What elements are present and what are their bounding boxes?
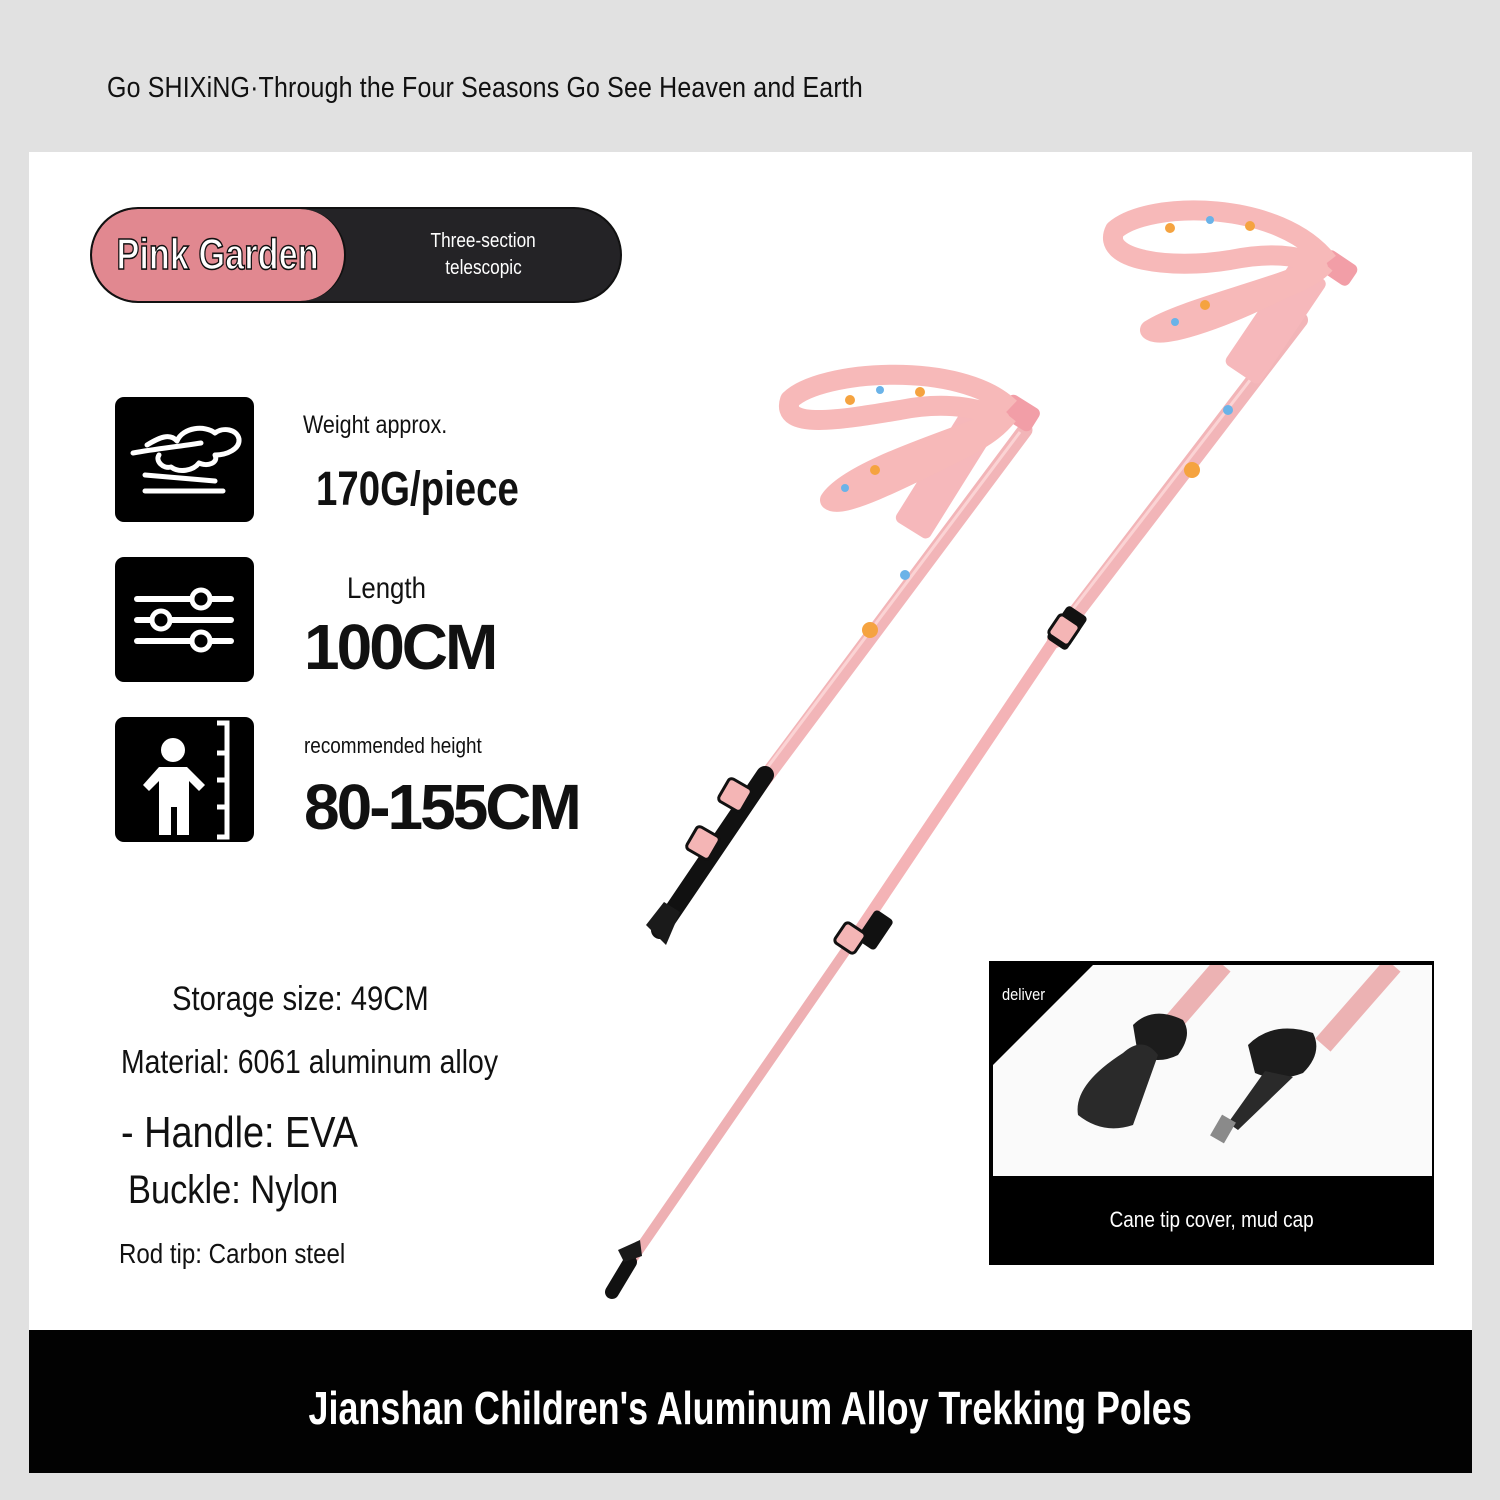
feature-badge <box>346 209 620 301</box>
tagline: Go SHIXiNG·Through the Four Seasons Go See Heaven and Earth <box>107 72 863 104</box>
variant-pill <box>90 207 622 303</box>
feature-line-1: Three-section <box>430 230 536 252</box>
buckle-spec: Buckle: Nylon <box>128 1168 339 1212</box>
height-label: recommended height <box>304 733 482 758</box>
storage-size: Storage size: 49CM <box>172 980 429 1018</box>
color-name: Pink Garden <box>116 230 320 279</box>
weight-value: 170G/piece <box>316 463 519 516</box>
corner-tag <box>993 965 1093 1065</box>
material-spec: Material: 6061 aluminum alloy <box>121 1043 499 1080</box>
length-value: 100CM <box>304 611 496 683</box>
length-label: Length <box>347 572 426 605</box>
inset-caption <box>990 1176 1433 1264</box>
inset-caption-text: Cane tip cover, mud cap <box>1109 1207 1314 1232</box>
rod-tip-spec: Rod tip: Carbon steel <box>119 1238 346 1269</box>
handle-spec: - Handle: EVA <box>121 1108 358 1157</box>
delivery-inset <box>989 961 1434 1265</box>
feather-icon <box>115 397 254 522</box>
weight-label: Weight approx. <box>303 411 448 439</box>
tip-cover-photo <box>993 965 1432 1176</box>
sliders-icon <box>115 557 254 682</box>
product-title: Jianshan Children's Aluminum Alloy Trekking Poles <box>308 1381 1193 1434</box>
child-height-icon <box>115 717 254 842</box>
footer-banner <box>29 1330 1472 1473</box>
feature-line-2: telescopic <box>444 257 522 279</box>
short-pole <box>646 375 1042 945</box>
height-value: 80-155CM <box>304 771 579 843</box>
color-name-badge <box>92 209 346 301</box>
deliver-label: deliver <box>1002 985 1046 1004</box>
